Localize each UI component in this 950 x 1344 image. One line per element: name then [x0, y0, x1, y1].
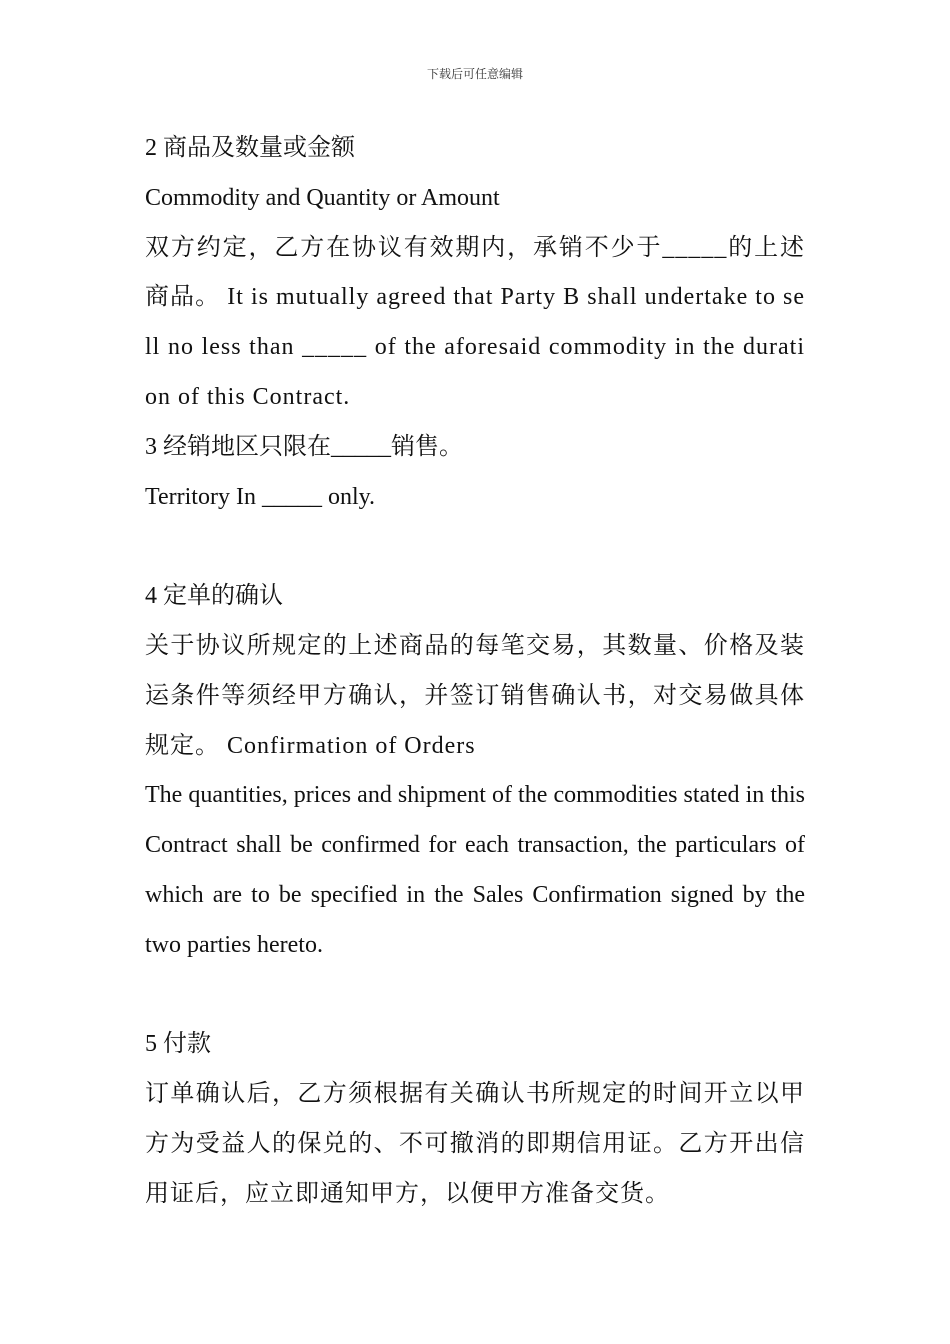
page-header: 下载后可任意编辑 [426, 67, 523, 81]
section-5-body: 订单确认后，乙方须根据有关确认书所规定的时间开立以甲方为受益人的保兑的、不可撤消的即期信用证。乙方开出信用证后，应立即通知甲方，以便甲方准备交货。 [145, 1081, 805, 1207]
section-5-title: 5 付款 [145, 1031, 211, 1058]
section-2-title: 2 商品及数量或金额 [145, 135, 355, 161]
section-4-body-cn: 关于协议所规定的上述商品的每笔交易，其数量、价格及装运条件等须经甲方确认，并签订销售确认书，对交易做具体规定。 Confirmation of Orders [145, 632, 805, 759]
blank-line [145, 522, 805, 572]
section-2-body: 双方约定，乙方在协议有效期内，承销不少于_____的上述商品。 It is mutually agreed that Party B shall undertake to sell no less than _____ of the aforesaid commodity in the duration of this Contract. [145, 234, 805, 410]
section-4-title: 4 定单的确认 [145, 583, 283, 610]
section-3-territory-en: Territory In _____ only. [145, 483, 376, 510]
section-2-title-en: Commodity and Quantity or Amount [145, 184, 500, 211]
blank-line [145, 971, 805, 1021]
section-4-body-en: The quantities, prices and shipment of the commodities stated in this Contract shall be confirmed for each transaction, the particulars of which are to be specified in the Sales Confirmation signed by the two parties hereto. [145, 782, 805, 958]
document-body [145, 124, 805, 1220]
section-3-territory-cn: 3 经销地区只限在_____销售。 [145, 433, 463, 460]
